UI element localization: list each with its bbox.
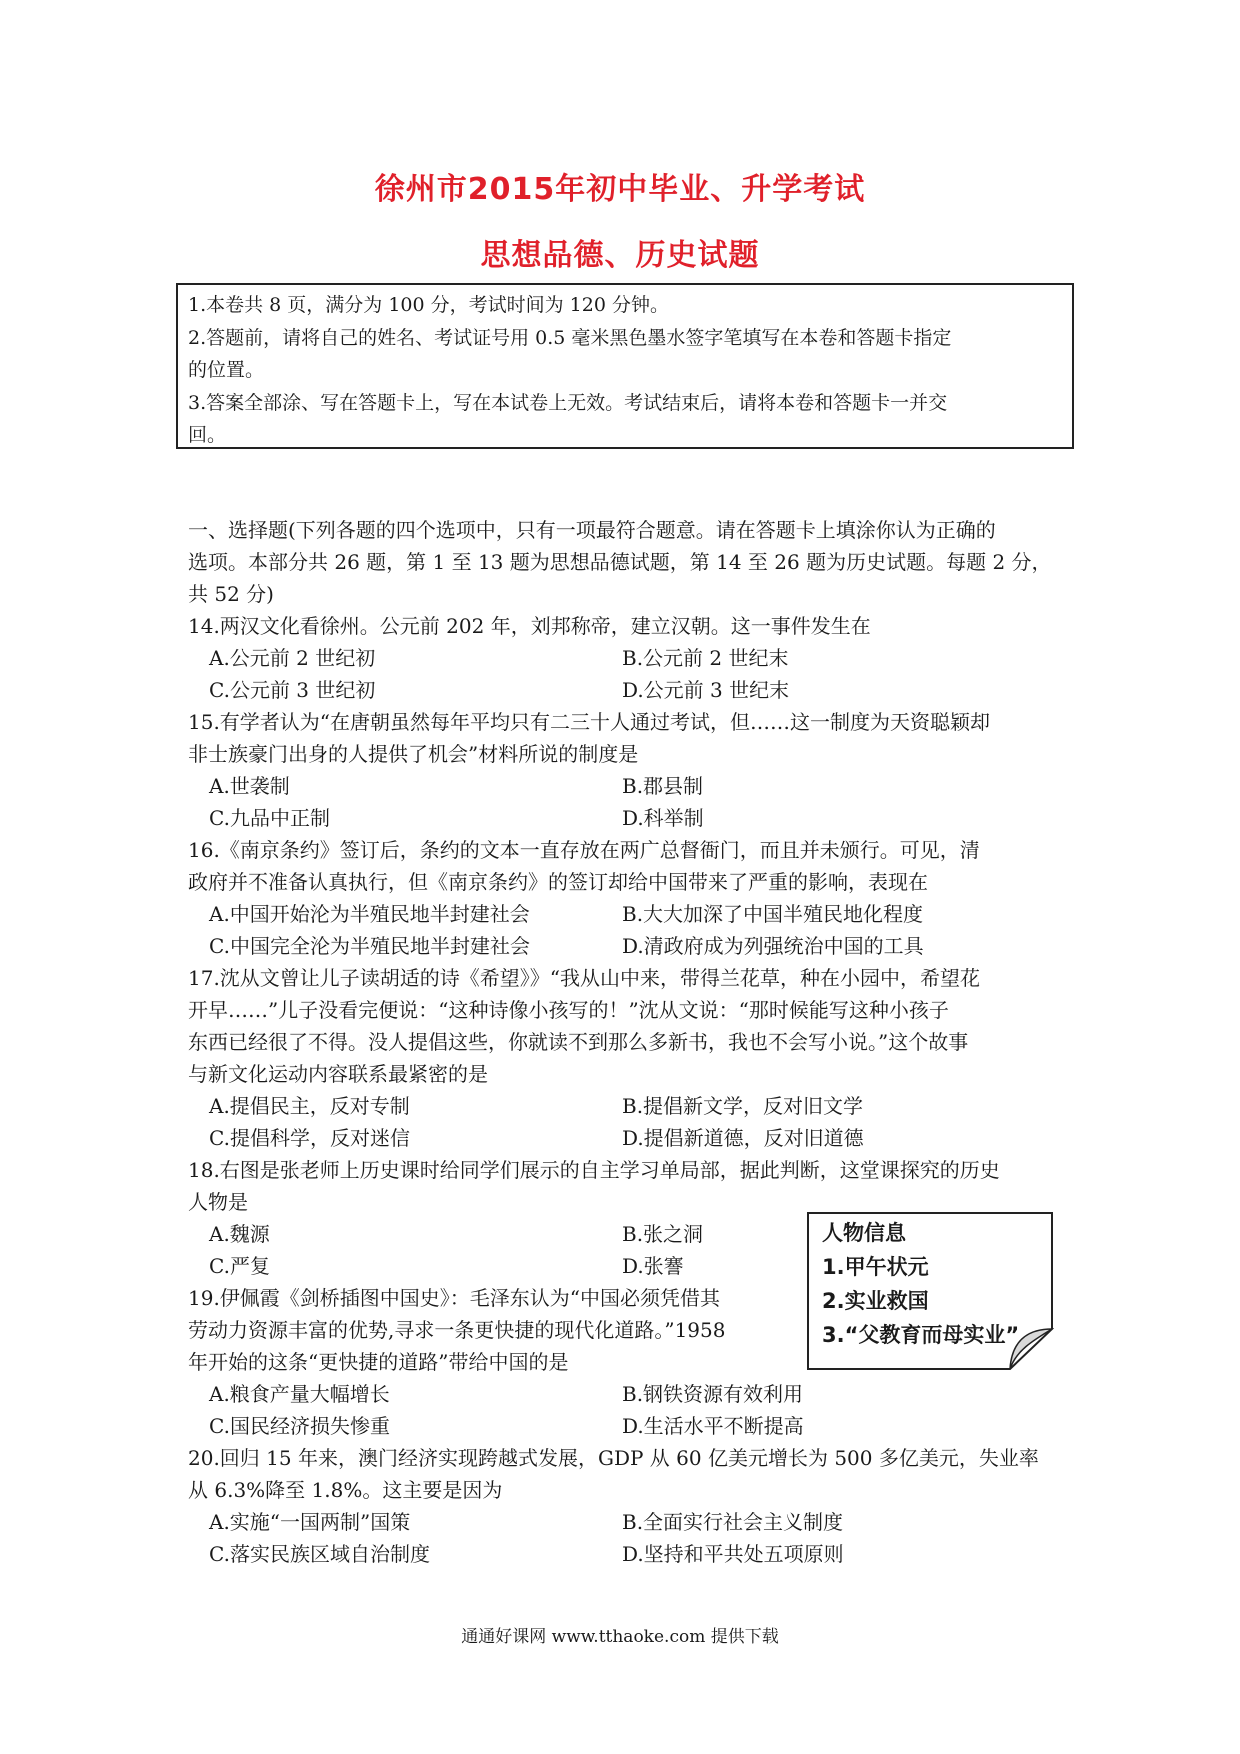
q19-option-a: A.粮食产量大幅增长 (209, 1382, 390, 1406)
section-instructions: 共 52 分) (188, 582, 274, 606)
info-card-title: 人物信息 (822, 1221, 906, 1245)
q14-option-d: D.公元前 3 世纪末 (622, 678, 790, 702)
question-16-stem: 16.《南京条约》签订后，条约的文本一直存放在两广总督衙门，而且并未颁行。可见，清 (188, 838, 980, 862)
q20-option-c: C.落实民族区域自治制度 (209, 1542, 430, 1566)
section-instructions: 选项。本部分共 26 题，第 1 至 13 题为思想品德试题，第 14 至 26 题为历史试题。每题 2 分， (188, 550, 1052, 574)
q17-option-d: D.提倡新道德，反对旧道德 (622, 1126, 864, 1150)
exam-subtitle: 思想品德、历史试题 (480, 238, 760, 273)
question-18-stem: 人物是 (188, 1190, 248, 1214)
q14-option-c: C.公元前 3 世纪初 (209, 678, 376, 702)
question-16-stem: 政府并不准备认真执行，但《南京条约》的签订却给中国带来了严重的影响，表现在 (188, 870, 928, 894)
q15-option-a: A.世袭制 (209, 774, 290, 798)
q17-option-c: C.提倡科学，反对迷信 (209, 1126, 410, 1150)
q19-option-c: C.国民经济损失惨重 (209, 1414, 390, 1438)
question-18-stem: 18.右图是张老师上历史课时给同学们展示的自主学习单局部，据此判断，这堂课探究的历史 (188, 1158, 1000, 1182)
question-17-stem: 开早……”儿子没看完便说：“这种诗像小孩写的！”沈从文说：“那时候能写这种小孩子 (188, 998, 949, 1022)
q14-option-b: B.公元前 2 世纪末 (622, 646, 789, 670)
q15-option-b: B.郡县制 (622, 774, 704, 798)
q18-option-d: D.张謇 (622, 1254, 684, 1278)
q16-option-b: B.大大加深了中国半殖民地化程度 (622, 902, 924, 926)
info-card-item: 1.甲午状元 (822, 1255, 929, 1279)
instructions-box (176, 283, 1074, 449)
q18-option-b: B.张之洞 (622, 1222, 704, 1246)
q15-option-c: C.九品中正制 (209, 806, 330, 830)
question-14-stem: 14.两汉文化看徐州。公元前 202 年，刘邦称帝，建立汉朝。这一事件发生在 (188, 614, 871, 638)
q20-option-d: D.坚持和平共处五项原则 (622, 1542, 844, 1566)
question-15-stem: 非士族豪门出身的人提供了机会”材料所说的制度是 (188, 742, 639, 766)
question-19-stem: 19.伊佩霞《剑桥插图中国史》：毛泽东认为“中国必须凭借其 (188, 1286, 721, 1310)
question-19-stem: 劳动力资源丰富的优势,寻求一条更快捷的现代化道路。”1958 (188, 1318, 726, 1342)
question-17-stem: 与新文化运动内容联系最紧密的是 (188, 1062, 488, 1086)
q17-option-a: A.提倡民主，反对专制 (209, 1094, 410, 1118)
q20-option-a: A.实施“一国两制”国策 (209, 1510, 411, 1534)
question-15-stem: 15.有学者认为“在唐朝虽然每年平均只有二三十人通过考试，但……这一制度为天资聪颖却 (188, 710, 991, 734)
page-footer: 通通好课网 www.tthaoke.com 提供下载 (461, 1627, 779, 1647)
q16-option-c: C.中国完全沦为半殖民地半封建社会 (209, 934, 530, 958)
q16-option-a: A.中国开始沦为半殖民地半封建社会 (209, 902, 530, 926)
q19-option-d: D.生活水平不断提高 (622, 1414, 804, 1438)
instruction-line: 2.答题前，请将自己的姓名、考试证号用 0.5 毫米黑色墨水签字笔填写在本卷和答题卡指定 (188, 326, 952, 349)
section-instructions: 一、选择题(下列各题的四个选项中，只有一项最符合题意。请在答题卡上填涂你认为正确的 (188, 518, 996, 542)
info-card-item: 2.实业救国 (822, 1289, 929, 1313)
q16-option-d: D.清政府成为列强统治中国的工具 (622, 934, 924, 958)
q20-option-b: B.全面实行社会主义制度 (622, 1510, 844, 1534)
person-info-card (806, 1211, 1054, 1371)
instruction-line: 1.本卷共 8 页，满分为 100 分，考试时间为 120 分钟。 (188, 294, 669, 316)
info-card-item: 3.“父教育而母实业” (822, 1323, 1020, 1347)
instruction-line: 3.答案全部涂、写在答题卡上，写在本试卷上无效。考试结束后，请将本卷和答题卡一并交 (188, 391, 948, 414)
q18-option-a: A.魏源 (209, 1222, 270, 1246)
question-17-stem: 东西已经很了不得。没人提倡这些，你就读不到那么多新书，我也不会写小说。”这个故事 (188, 1030, 969, 1054)
question-20-stem: 从 6.3%降至 1.8%。这主要是因为 (188, 1478, 503, 1502)
exam-title: 徐州市2015年初中毕业、升学考试 (374, 172, 866, 207)
q15-option-d: D.科举制 (622, 806, 704, 830)
question-17-stem: 17.沈从文曾让儿子读胡适的诗《希望》》“我从山中来，带得兰花草，种在小园中，希望花 (188, 966, 981, 990)
instruction-line: 的位置。 (188, 359, 265, 381)
q19-option-b: B.钢铁资源有效利用 (622, 1382, 804, 1406)
instruction-line: 回。 (188, 424, 227, 446)
q17-option-b: B.提倡新文学，反对旧文学 (622, 1094, 864, 1118)
q14-option-a: A.公元前 2 世纪初 (209, 646, 376, 670)
q18-option-c: C.严复 (209, 1254, 270, 1278)
question-20-stem: 20.回归 15 年来，澳门经济实现跨越式发展，GDP 从 60 亿美元增长为 500 多亿美元，失业率 (188, 1446, 1039, 1470)
question-19-stem: 年开始的这条“更快捷的道路”带给中国的是 (188, 1350, 569, 1374)
